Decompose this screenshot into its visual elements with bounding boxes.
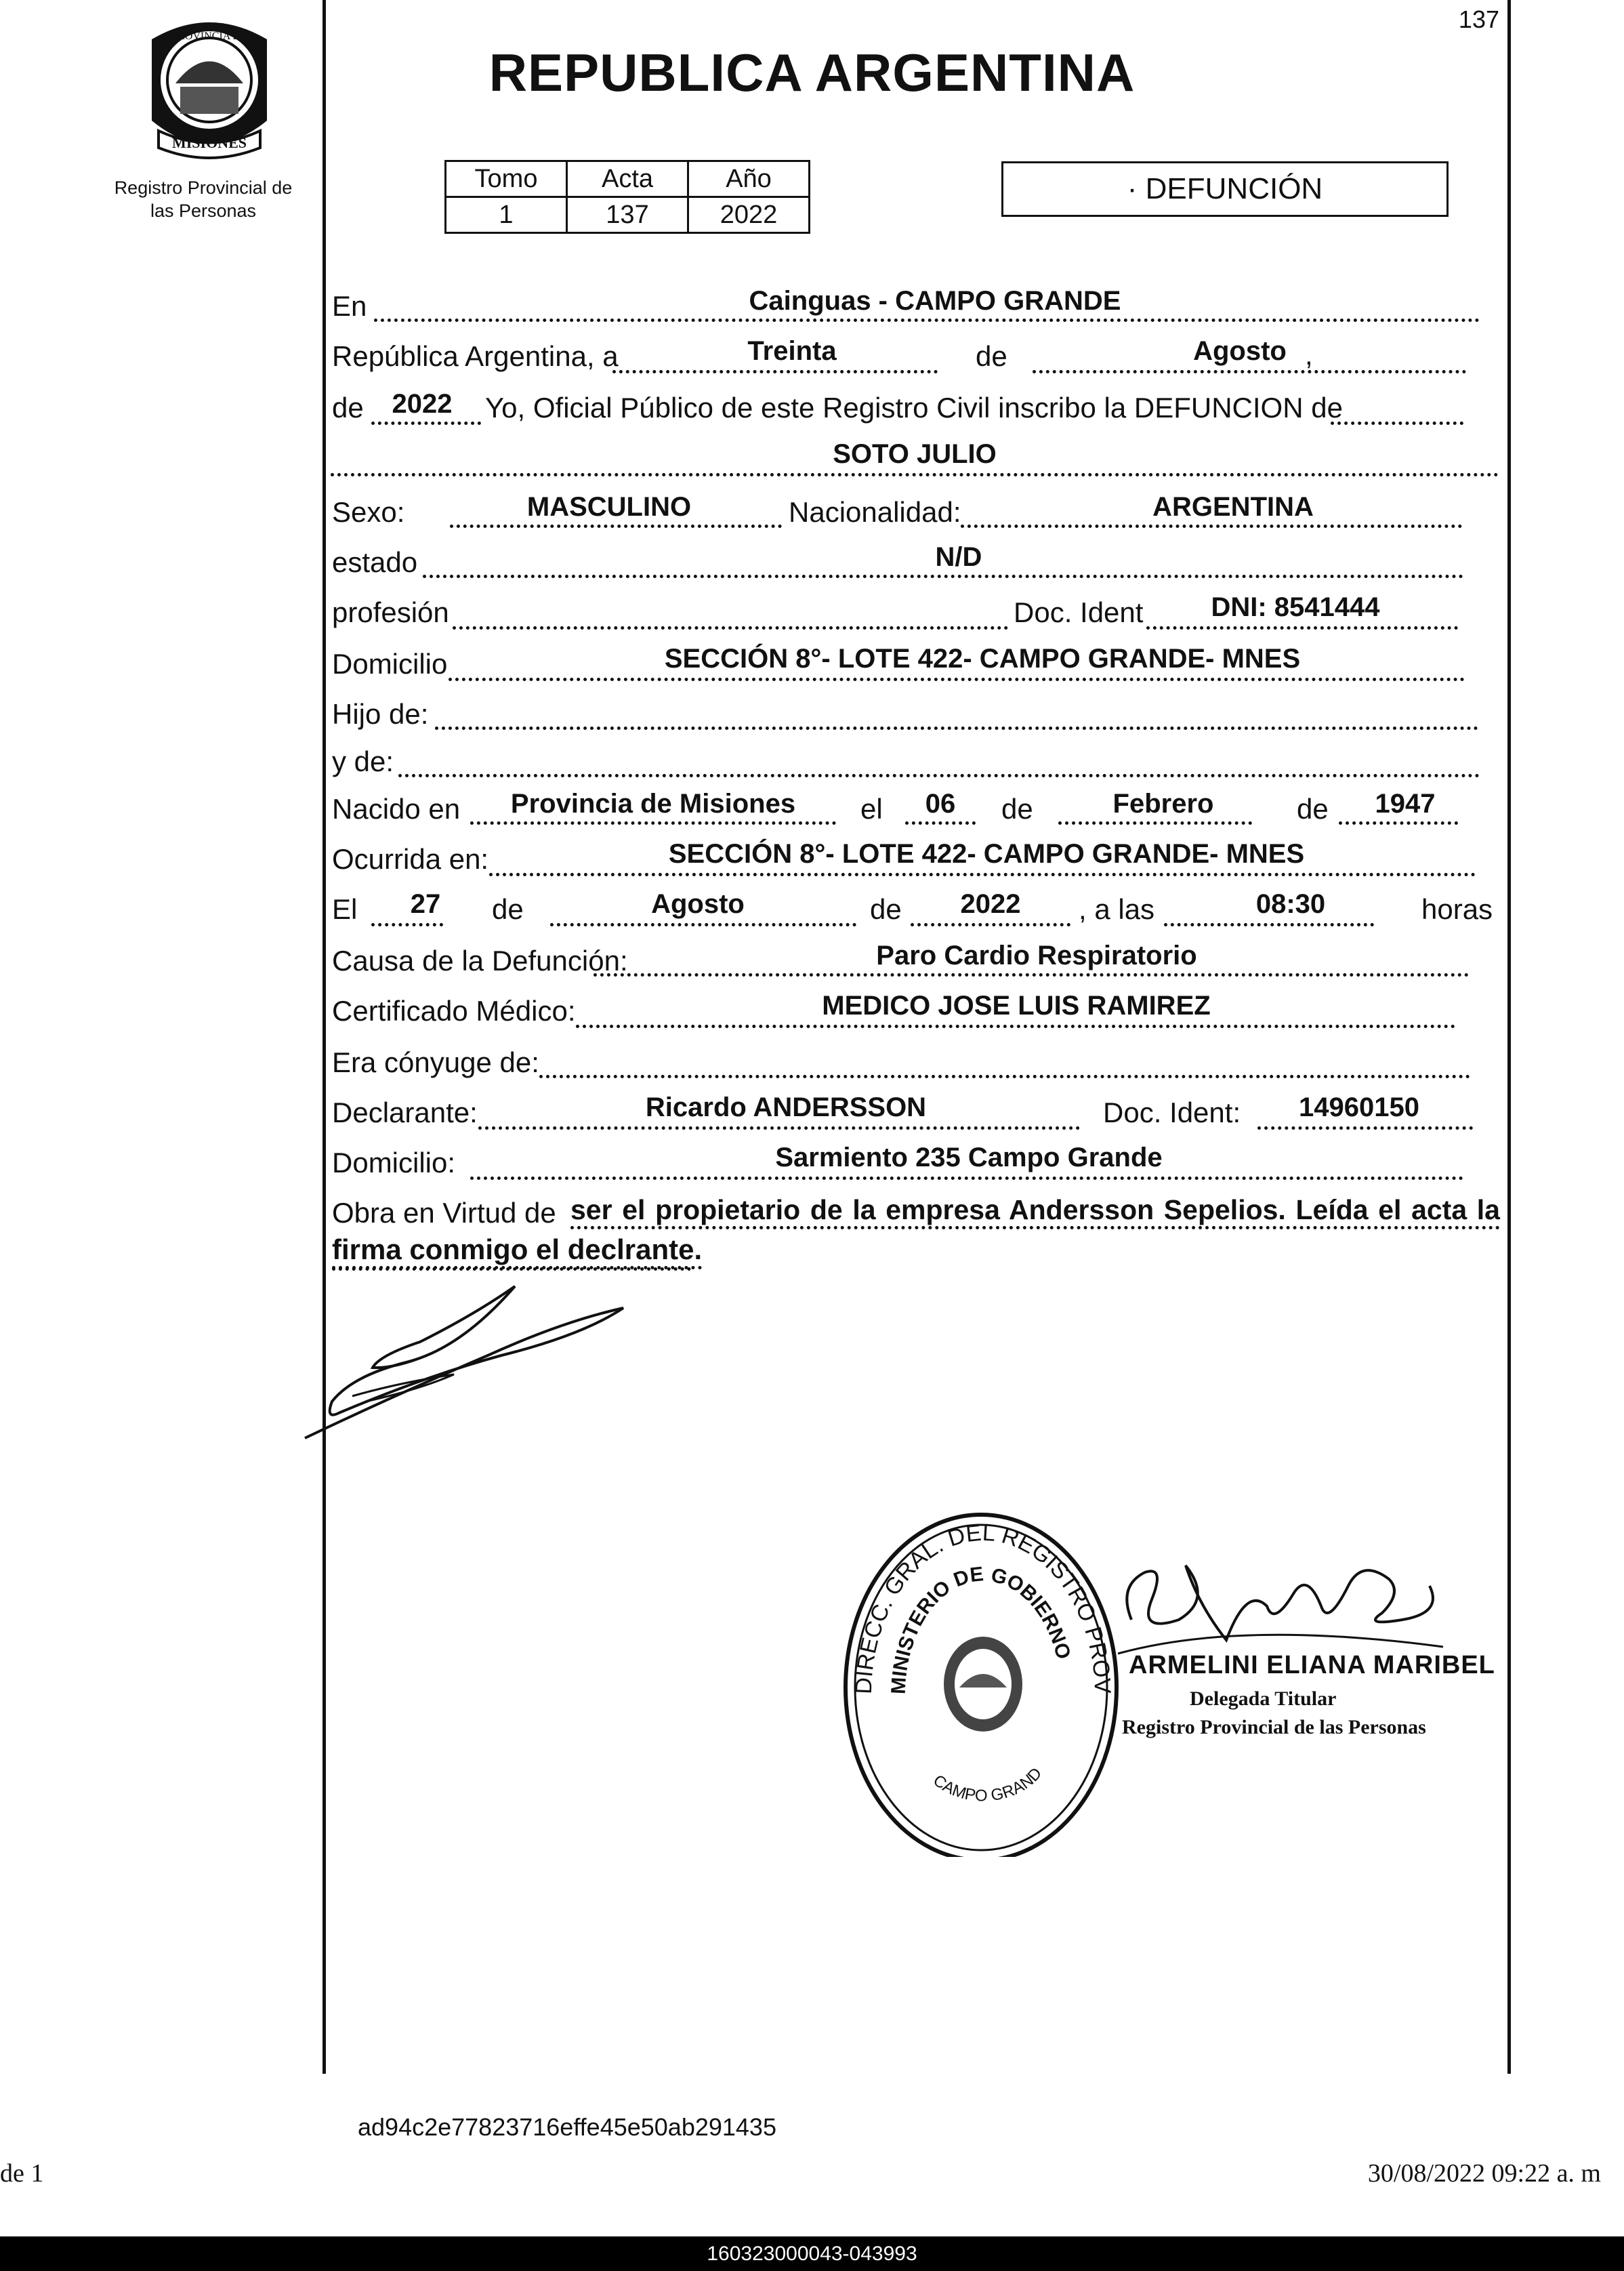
horas-label: horas <box>1421 893 1493 925</box>
page-number: 137 <box>1458 5 1499 33</box>
yde-label: y de: <box>332 745 394 777</box>
sexo-value: MASCULINO <box>526 492 692 522</box>
fall-anio: 2022 <box>960 889 1021 919</box>
nacido-lugar: Provincia de Misiones <box>510 789 796 819</box>
left-border-line <box>322 0 326 2074</box>
dotted-line <box>612 370 938 373</box>
dotted-line <box>594 973 1469 977</box>
year-value: 2022 <box>392 389 453 419</box>
fall-mes: Agosto <box>651 889 745 919</box>
declarante-value: Ricardo ANDERSSON <box>645 1092 927 1122</box>
dotted-line <box>1257 1126 1473 1130</box>
nacido-mes: Febrero <box>1112 789 1214 819</box>
domicilio-label: Domicilio <box>332 648 448 680</box>
dotted-line <box>331 473 1499 476</box>
dotted-line <box>453 626 1008 630</box>
registry-label-line2: las Personas <box>150 201 257 221</box>
dotted-line <box>961 525 1462 528</box>
intro-text: Yo, Oficial Público de este Registro Civil inscribo la DEFUNCION de <box>485 392 1343 424</box>
profesion-label: profesión <box>332 596 449 628</box>
domicilio-value: SECCIÓN 8°- LOTE 422- CAMPO GRANDE- MNES <box>664 644 1301 674</box>
signer-role: Delegada Titular <box>1190 1687 1337 1710</box>
fall-de1: de <box>492 893 524 925</box>
declarante-label: Declarante: <box>332 1097 478 1128</box>
decl-doc-value: 14960150 <box>1299 1092 1419 1122</box>
print-timestamp: 30/08/2022 09:22 a. m <box>1367 2159 1601 2188</box>
ocurrida-label: Ocurrida en: <box>332 843 489 875</box>
obra-line1: ser el propietario de la empresa Andersson Sepelios. Leída el acta la <box>570 1194 1500 1229</box>
dotted-line <box>371 923 443 926</box>
conyuge-label: Era cónyuge de: <box>332 1046 539 1078</box>
page-info: de 1 <box>0 2159 44 2188</box>
doc-value: DNI: 8541444 <box>1211 592 1380 622</box>
fall-dia: 27 <box>410 889 441 919</box>
document-hash: ad94c2e77823716effe45e50ab291435 <box>358 2113 776 2141</box>
barcode-bar: 160323000043-043993 <box>0 2236 1624 2271</box>
doc-label: Doc. Ident <box>1014 596 1144 628</box>
dotted-line <box>905 821 976 825</box>
causa-value: Paro Cardio Respiratorio <box>876 941 1197 970</box>
signer-name: ARMELINI ELIANA MARIBEL <box>1129 1651 1495 1679</box>
record-value-tomo: 1 <box>446 197 567 233</box>
record-value-anio: 2022 <box>688 197 810 233</box>
dotted-line <box>478 1126 1080 1130</box>
sexo-label: Sexo: <box>332 496 405 528</box>
dotted-line <box>550 923 856 926</box>
obra-line2: firma conmigo el declrante. <box>332 1233 702 1269</box>
de-label: de <box>976 340 1007 372</box>
registry-label <box>95 176 312 222</box>
stamp-inner-text: MINISTERIO DE GOBIERNO <box>887 1563 1075 1695</box>
dotted-line <box>1058 821 1252 825</box>
registry-label-line1: Registro Provincial de <box>114 178 293 198</box>
nacido-dia: 06 <box>925 789 956 819</box>
decl-dom-value: Sarmiento 235 Campo Grande <box>775 1143 1163 1172</box>
nacido-de1: de <box>1001 793 1033 825</box>
dotted-line <box>1164 923 1374 926</box>
dotted-line <box>435 727 1478 730</box>
record-type-box: · DEFUNCIÓN <box>1001 161 1449 217</box>
dotted-line <box>450 525 782 528</box>
record-header-tomo: Tomo <box>446 161 567 197</box>
decl-doc-label: Doc. Ident: <box>1103 1097 1241 1128</box>
dotted-line <box>332 1267 691 1271</box>
stamp-bottom-text: CAMPO GRAND <box>930 1764 1046 1805</box>
dotted-line <box>576 1025 1455 1028</box>
decl-dom-label: Domicilio: <box>332 1147 456 1179</box>
official-stamp <box>831 1491 1129 1857</box>
obra-label: Obra en Virtud de <box>332 1197 556 1229</box>
right-border-line <box>1507 0 1511 2074</box>
dotted-line <box>470 821 836 825</box>
logo-text-bottom: MISIONES <box>171 134 247 151</box>
fall-de2: de <box>870 893 902 925</box>
certificado-value: MEDICO JOSE LUIS RAMIREZ <box>822 991 1211 1021</box>
nacido-anio: 1947 <box>1375 789 1436 819</box>
page-title: REPUBLICA ARGENTINA <box>488 43 1136 102</box>
dotted-line <box>539 1075 1470 1078</box>
dotted-line <box>1339 821 1458 825</box>
republica-label: República Argentina, a <box>332 340 619 372</box>
estado-label: estado <box>332 546 418 578</box>
dotted-line <box>1146 626 1458 630</box>
dotted-line <box>911 923 1070 926</box>
el2-label: El <box>332 893 358 925</box>
day-text: Treinta <box>747 336 837 366</box>
ocurrida-value: SECCIÓN 8°- LOTE 422- CAMPO GRANDE- MNES <box>668 839 1305 869</box>
dotted-line <box>374 319 1480 322</box>
estado-value: N/D <box>935 542 982 572</box>
hijo-label: Hijo de: <box>332 698 429 730</box>
logo-text-top: PROVINCIA DE <box>171 30 247 42</box>
place-value: Cainguas - CAMPO GRANDE <box>749 286 1121 316</box>
nacionalidad-label: Nacionalidad: <box>789 496 961 528</box>
alas-label: , a las <box>1079 893 1155 925</box>
dotted-line <box>423 575 1463 578</box>
record-header-acta: Acta <box>567 161 688 197</box>
causa-label: Causa de la Defunción: <box>332 945 628 977</box>
record-table <box>444 160 810 234</box>
record-header-anio: Año <box>688 161 810 197</box>
dotted-line <box>398 774 1480 777</box>
dotted-line <box>449 678 1465 681</box>
dotted-line <box>470 1177 1463 1180</box>
nacionalidad-value: ARGENTINA <box>1152 492 1314 522</box>
deceased-name: SOTO JULIO <box>833 439 997 469</box>
dotted-line <box>371 422 481 425</box>
dotted-line <box>489 873 1476 876</box>
el-label: el <box>860 793 883 825</box>
fall-hora: 08:30 <box>1255 889 1326 919</box>
nacido-de2: de <box>1297 793 1329 825</box>
nacido-label: Nacido en <box>332 793 461 825</box>
signer-org: Registro Provincial de las Personas <box>1122 1716 1426 1738</box>
record-value-acta: 137 <box>567 197 688 233</box>
month-text: Agosto <box>1193 336 1287 366</box>
en-label: En <box>332 290 367 322</box>
dotted-line <box>1331 422 1463 425</box>
declarant-signature <box>298 1281 637 1450</box>
comma: , <box>1305 339 1313 371</box>
dotted-line <box>1033 370 1466 373</box>
stamp-outer-text: DIRECC. GRAL. DEL REGISTRO PROV <box>850 1519 1116 1695</box>
year-prefix: de <box>332 392 364 424</box>
certificado-label: Certificado Médico: <box>332 995 576 1027</box>
